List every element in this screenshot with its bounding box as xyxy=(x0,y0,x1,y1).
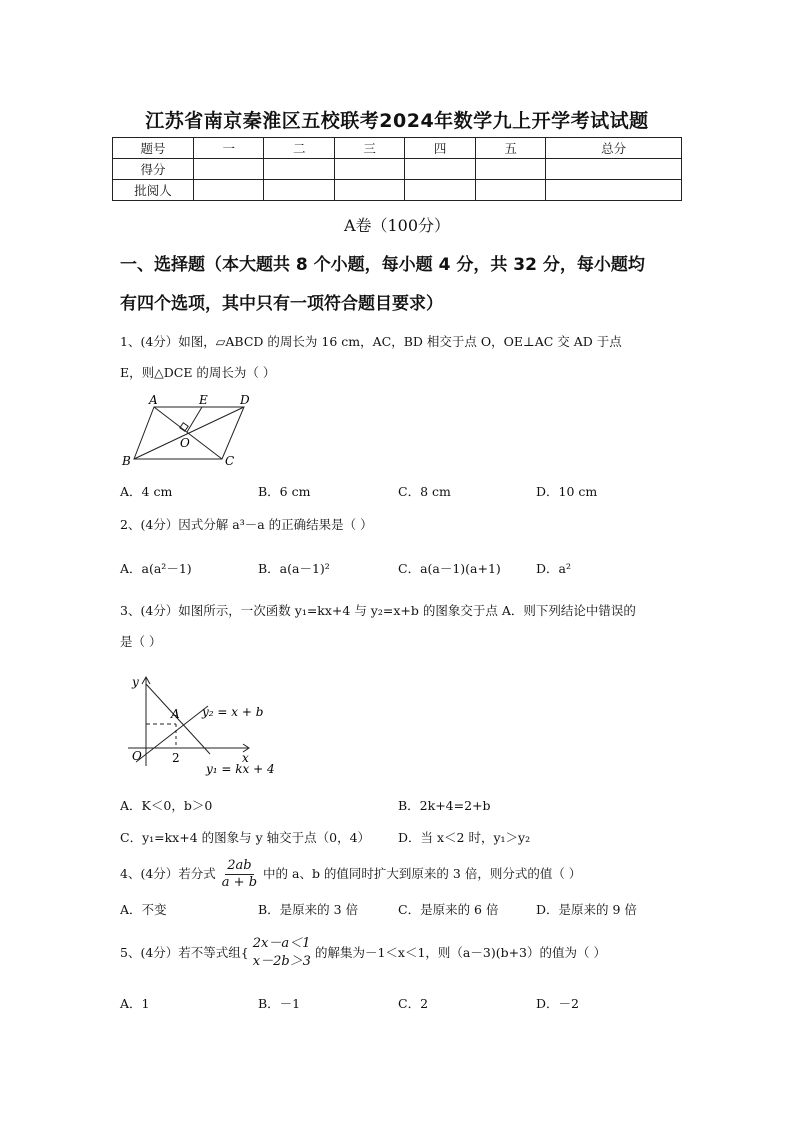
inequality-system xyxy=(253,935,311,971)
question-5-prefix: 5、(4分）若不等式组{ xyxy=(120,945,249,960)
inequality-line: 2x－a＜1 xyxy=(252,936,311,951)
option[interactable]: A．4 cm xyxy=(120,484,173,499)
option[interactable]: B．是原来的 3 倍 xyxy=(258,902,359,917)
point-label: E xyxy=(199,393,208,407)
score-row-label: 批阅人 xyxy=(113,180,194,201)
axis-label: y xyxy=(132,675,139,689)
score-header-cell: 题号 xyxy=(113,138,194,159)
option[interactable]: B．6 cm xyxy=(258,484,311,499)
score-cell[interactable] xyxy=(194,159,264,180)
part1-heading-line2: 有四个选项，其中只有一项符合题目要求） xyxy=(120,294,443,314)
page-title: 江苏省南京秦淮区五校联考2024年数学九上开学考试试题 xyxy=(145,110,649,132)
question-3-stem-line2: 是（ ） xyxy=(120,634,162,649)
option[interactable]: A．K＜0，b＞0 xyxy=(120,798,213,813)
function-graph-figure xyxy=(118,672,288,778)
question-2-stem: 2、(4分）因式分解 a³－a 的正确结果是（ ） xyxy=(120,517,373,532)
option[interactable]: A．a(a²－1) xyxy=(120,561,192,576)
option[interactable]: A．不变 xyxy=(120,902,167,917)
score-cell[interactable] xyxy=(194,180,264,201)
point-label: D xyxy=(240,393,250,407)
score-header-cell: 四 xyxy=(405,138,475,159)
score-row-label: 得分 xyxy=(113,159,194,180)
score-cell[interactable] xyxy=(405,180,475,201)
score-header-cell: 五 xyxy=(475,138,545,159)
question-1-stem: 1、(4分）如图，▱ABCD 的周长为 16 cm，AC，BD 相交于点 O，OE⊥AC 交 AD 于点 xyxy=(120,334,622,349)
option[interactable]: D．a² xyxy=(536,561,571,576)
option[interactable]: D．当 x＜2 时，y₁＞y₂ xyxy=(398,830,531,845)
option[interactable]: B．－1 xyxy=(258,996,301,1011)
line-label: y₁ = kx + 4 xyxy=(206,762,275,776)
fraction-numerator: 2ab xyxy=(227,857,252,873)
question-5-stem xyxy=(120,932,680,974)
origin-label: O xyxy=(132,749,142,763)
score-table-row xyxy=(113,180,682,201)
option[interactable]: C．a(a－1)(a+1) xyxy=(398,561,501,576)
point-label: A xyxy=(149,393,158,407)
tick-label: 2 xyxy=(172,751,180,765)
score-cell[interactable] xyxy=(334,180,404,201)
score-header-cell: 三 xyxy=(334,138,404,159)
option[interactable]: C．2 xyxy=(398,996,429,1011)
line-label: y₂ = x + b xyxy=(202,705,264,719)
score-cell[interactable] xyxy=(475,159,545,180)
option[interactable]: B．a(a－1)² xyxy=(258,561,330,576)
score-table xyxy=(112,137,682,201)
question-1-stem-line2: E，则△DCE 的周长为（ ） xyxy=(120,365,276,380)
score-cell[interactable] xyxy=(405,159,475,180)
option[interactable]: A．1 xyxy=(120,996,150,1011)
question-4-suffix: 中的 a、b 的值同时扩大到原来的 3 倍，则分式的值（ ） xyxy=(263,866,582,881)
axis-label: x xyxy=(242,751,249,765)
parallelogram-figure xyxy=(118,393,258,469)
question-4-stem xyxy=(120,854,680,894)
option[interactable]: D．10 cm xyxy=(536,484,598,499)
fraction-denominator: a + b xyxy=(221,874,258,890)
option[interactable]: B．2k+4=2+b xyxy=(398,798,491,813)
point-label: B xyxy=(122,454,131,468)
score-cell[interactable] xyxy=(264,180,334,201)
score-header-cell: 二 xyxy=(264,138,334,159)
option[interactable]: C．8 cm xyxy=(398,484,451,499)
question-5-suffix: 的解集为－1＜x＜1，则（a－3)(b+3）的值为（ ） xyxy=(314,945,606,960)
question-3-stem: 3、(4分）如图所示，一次函数 y₁=kx+4 与 y₂=x+b 的图象交于点 A．则下列结论中错误的 xyxy=(120,603,636,618)
option[interactable]: D．－2 xyxy=(536,996,579,1011)
score-cell[interactable] xyxy=(475,180,545,201)
point-label: O xyxy=(180,436,190,450)
inequality-line: x－2b＞3 xyxy=(252,954,311,969)
score-header-cell: 总分 xyxy=(546,138,682,159)
point-label: A xyxy=(171,707,180,721)
score-table-row xyxy=(113,159,682,180)
fraction xyxy=(220,858,259,891)
section-a-heading: A卷（100分） xyxy=(343,216,451,235)
option[interactable]: D．是原来的 9 倍 xyxy=(536,902,637,917)
score-cell[interactable] xyxy=(334,159,404,180)
score-header-cell: 一 xyxy=(194,138,264,159)
point-label: C xyxy=(225,454,235,468)
part1-heading-line1: 一、选择题（本大题共 8 个小题，每小题 4 分，共 32 分，每小题均 xyxy=(120,255,645,275)
option[interactable]: C．是原来的 6 倍 xyxy=(398,902,499,917)
score-cell[interactable] xyxy=(546,159,682,180)
question-4-prefix: 4、(4分）若分式 xyxy=(120,866,216,881)
option[interactable]: C．y₁=kx+4 的图象与 y 轴交于点（0，4） xyxy=(120,830,371,845)
score-cell[interactable] xyxy=(264,159,334,180)
score-table-header-row xyxy=(113,138,682,159)
score-cell[interactable] xyxy=(546,180,682,201)
